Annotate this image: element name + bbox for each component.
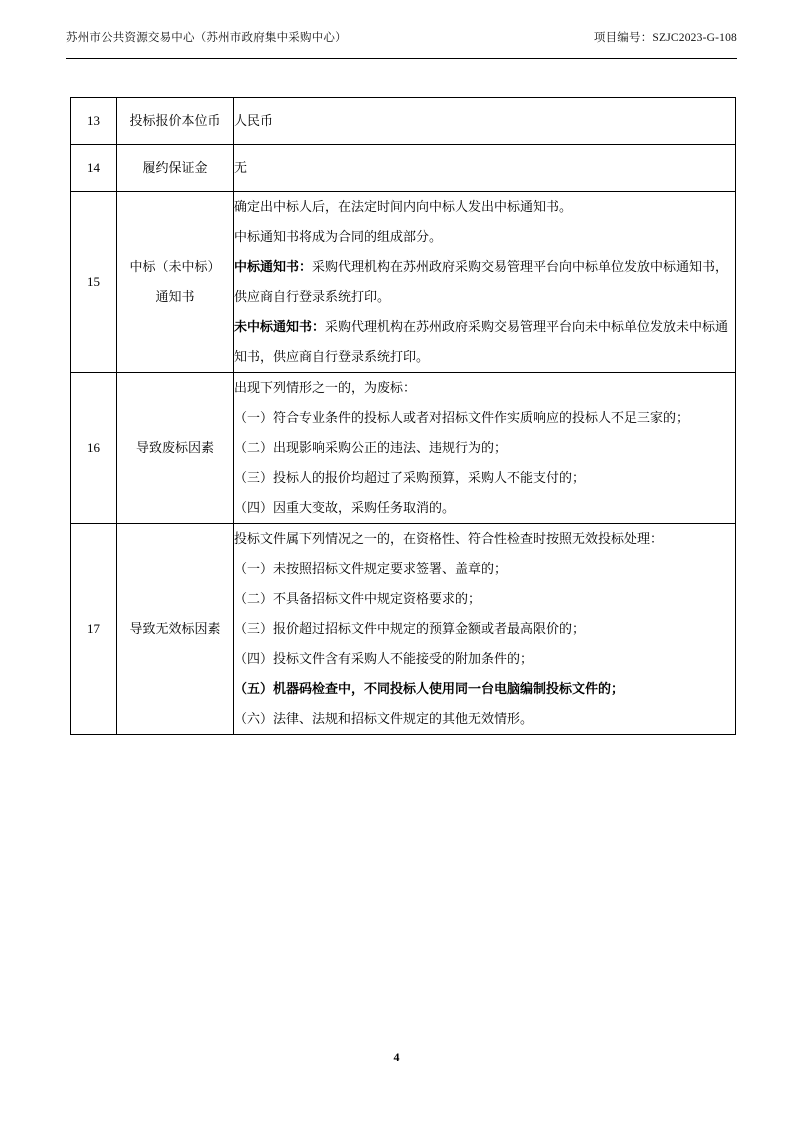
table-row (71, 524, 736, 735)
content-line (234, 704, 735, 734)
row-label (117, 373, 234, 524)
content-line (234, 98, 735, 144)
content-line (234, 554, 735, 584)
content-text: （一）符合专业条件的投标人或者对招标文件作实质响应的投标人不足三家的； (234, 410, 690, 425)
row-label-line: 导致无效标因素 (129, 621, 221, 636)
content-line (234, 252, 735, 312)
content-text: 出现下列情形之一的，为废标： (234, 380, 417, 395)
specification-table (70, 97, 736, 735)
content-line (234, 145, 735, 191)
row-content (234, 373, 736, 524)
row-label-line: 中标（未中标） (129, 259, 221, 274)
row-label (117, 98, 234, 145)
row-label-line: 履约保证金 (142, 160, 208, 175)
content-bold-label: 中标通知书： (234, 259, 313, 274)
content-text: （二）不具备招标文件中规定资格要求的； (234, 591, 482, 606)
row-label (117, 192, 234, 373)
page-header (66, 30, 737, 46)
table-body (71, 98, 736, 735)
row-content (234, 145, 736, 192)
content-line (234, 373, 735, 403)
content-text: 采购代理机构在苏州政府采购交易管理平台向中标单位发放中标通知书，供应商自行登录系统打印。 (234, 259, 729, 304)
content-text: （六）法律、法规和招标文件规定的其他无效情形。 (234, 711, 534, 726)
content-text: （三）投标人的报价均超过了采购预算，采购人不能支付的； (234, 470, 586, 485)
table-row (71, 145, 736, 192)
content-line (234, 192, 735, 222)
content-text: 人民币 (234, 113, 274, 128)
row-number: 17 (71, 524, 117, 735)
content-line (234, 584, 735, 614)
specification-table-wrapper (70, 97, 735, 735)
table-row (71, 373, 736, 524)
content-line (234, 433, 735, 463)
row-label-line: 通知书 (155, 289, 195, 304)
row-label (117, 524, 234, 735)
content-text: （五）机器码检查中，不同投标人使用同一台电脑编制投标文件的； (234, 681, 625, 696)
content-text: 确定出中标人后，在法定时间内向中标人发出中标通知书。 (234, 199, 573, 214)
row-label-line: 投标报价本位币 (129, 113, 221, 128)
content-line (234, 644, 735, 674)
row-label-line: 导致废标因素 (135, 440, 214, 455)
row-content (234, 524, 736, 735)
row-number: 16 (71, 373, 117, 524)
content-text: （一）未按照招标文件规定要求签署、盖章的； (234, 561, 508, 576)
header-divider (66, 58, 737, 59)
header-project-number: 项目编号：SZJC2023-G-108 (593, 32, 737, 44)
content-text: （四）因重大变故，采购任务取消的。 (234, 500, 456, 515)
content-line (234, 493, 735, 523)
content-line (234, 614, 735, 644)
header-organization: 苏州市公共资源交易中心（苏州市政府集中采购中心） (66, 32, 347, 44)
content-line (234, 222, 735, 252)
row-label (117, 145, 234, 192)
row-content (234, 192, 736, 373)
table-row (71, 192, 736, 373)
content-line (234, 403, 735, 433)
row-number: 13 (71, 98, 117, 145)
page-number: 4 (393, 1050, 400, 1064)
content-line (234, 674, 735, 704)
content-text: 采购代理机构在苏州政府采购交易管理平台向未中标单位发放未中标通知书，供应商自行登录系统打印。 (234, 319, 729, 364)
row-number: 14 (71, 145, 117, 192)
table-row (71, 98, 736, 145)
content-line (234, 524, 735, 554)
content-bold-label: 未中标通知书： (234, 319, 326, 334)
content-text: （二）出现影响采购公正的违法、违规行为的； (234, 440, 508, 455)
row-number: 15 (71, 192, 117, 373)
content-text: （四）投标文件含有采购人不能接受的附加条件的； (234, 651, 534, 666)
content-text: （三）报价超过招标文件中规定的预算金额或者最高限价的； (234, 621, 586, 636)
content-text: 无 (234, 160, 248, 175)
content-line (234, 312, 735, 372)
row-content (234, 98, 736, 145)
content-line (234, 463, 735, 493)
content-text: 中标通知书将成为合同的组成部分。 (234, 229, 443, 244)
content-text: 投标文件属下列情况之一的，在资格性、符合性检查时按照无效投标处理： (234, 531, 664, 546)
